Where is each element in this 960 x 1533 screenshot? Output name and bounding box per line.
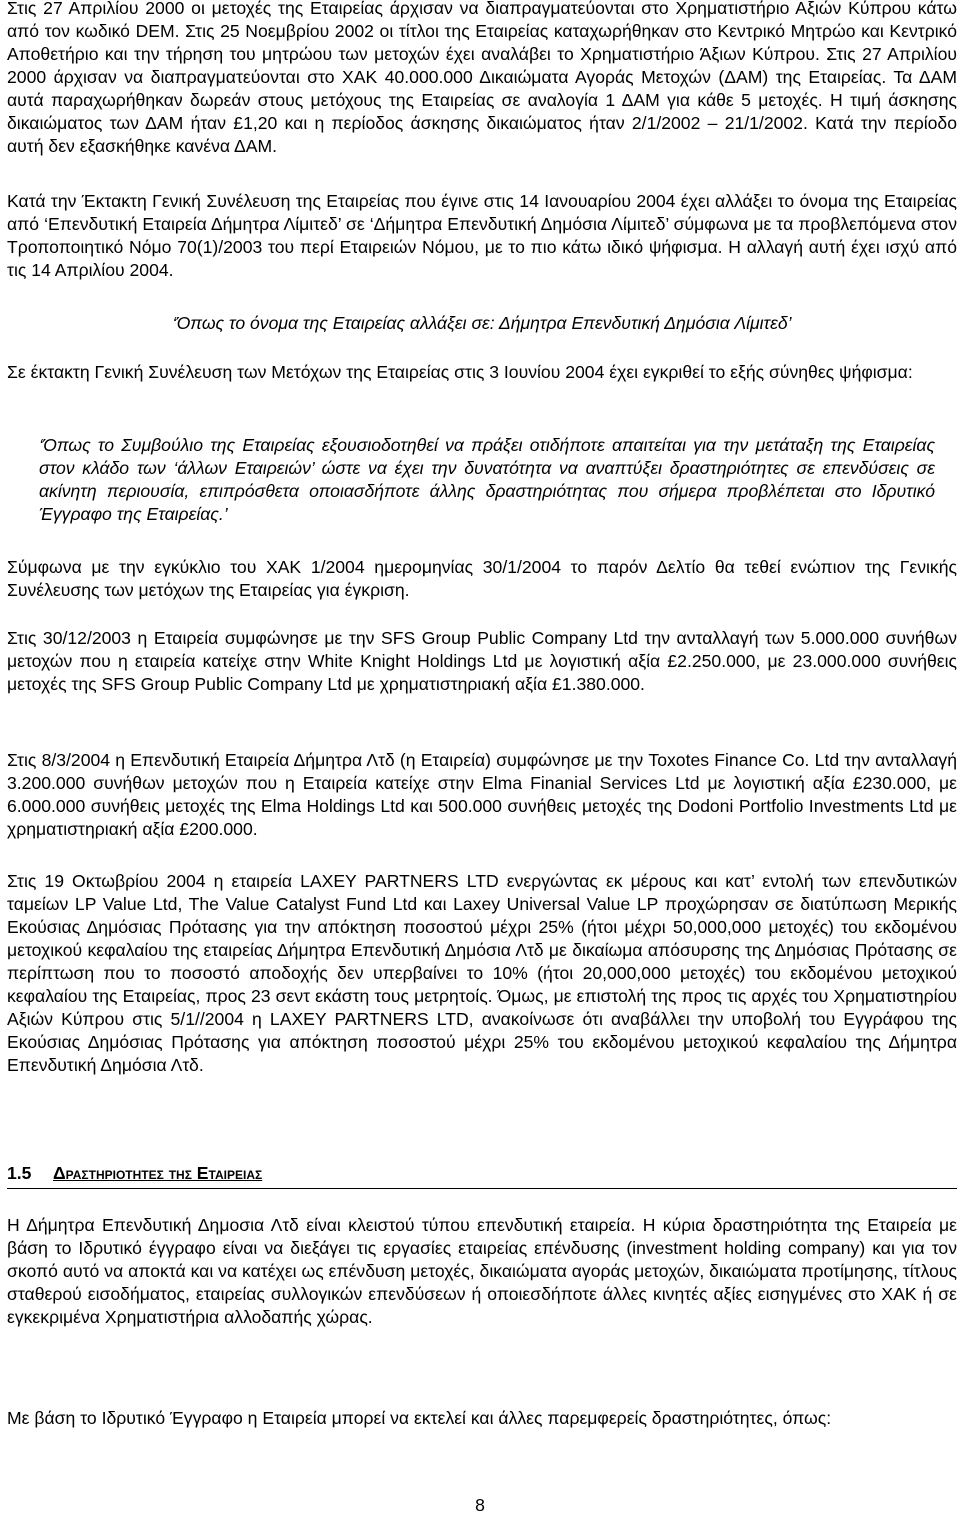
paragraph-circular: Σύμφωνα με την εγκύκλιο του ΧΑΚ 1/2004 ημερομηνίας 30/1/2004 το παρόν Δελτίο θα τεθεί ενώπιον της Γενικής Συνέλευσης των μετόχων της Εταιρείας για έγκριση. [7,557,957,600]
section-title: Δραστηριοτητες της Εταιρειας [53,1163,263,1183]
paragraph-toxotes-exchange: Στις 8/3/2004 η Επενδυτική Εταιρεία Δήμητρα Λτδ (η Εταιρεία) συμφώνησε με την Toxotes Finance Co. Ltd την ανταλλαγή 3.200.000 συνήθων μετοχών που η Εταιρεία κατείχε στην Elma Finanial Services Ltd με λογιστική αξία £230.000, με 6.000.000 συνήθεις μετοχές της Elma Holdings Ltd και 500.000 συνήθεις μετοχές της Dodoni Portfolio Investments Ltd με χρηματιστηριακή αξία £200.000. [7,750,957,839]
paragraph-activities: Η Δήμητρα Επενδυτική Δημοσια Λτδ είναι κλειστού τύπου επενδυτική εταιρεία. Η κύρια δραστηριότητα της Εταιρεία με βάση το Ιδρυτικό έγγραφο είναι να διεξάγει τις εργασίες εταιρείας επένδυσης (investment holding company) και για τον σκοπό αυτό να αποκτά και να κατέχει ως επένδυση μετοχές, δικαιώματα αγοράς μετοχών, δικαιώματα προτίμησης, τίτλους σταθερού εισοδήματος, εταιρείας συλλογικών επενδύσεων ή οποιεσδήποτε άλλες κινητές αξίες εισηγμένες στο ΧΑΚ ή σε εγκεκριμένα Χρηματιστήρια αλλοδαπής χώρας. [7,1215,957,1327]
paragraph-sfs-exchange: Στις 30/12/2003 η Εταιρεία συμφώνησε με την SFS Group Public Company Ltd την ανταλλαγή των 5.000.000 συνήθων μετοχών που η εταιρεία κατείχε στην White Knight Holdings Ltd με λογιστική αξία £2.250.000, με 23.000.000 συνήθεις μετοχές της SFS Group Public Company Ltd με χρηματιστηριακή αξία £1.380.000. [7,628,957,694]
paragraph-listing: Στις 27 Απριλίου 2000 οι μετοχές της Εταιρείας άρχισαν να διαπραγματεύονται στο Χρηματιστήριο Αξιών Κύπρου κάτω από τον κωδικό DEM. Στις 25 Νοεμβρίου 2002 οι τίτλοι της Εταιρείας καταχωρήθηκαν στο Κεντρικό Μητρώο και Κεντρικό Αποθετήριο και την τήρηση του μητρώου των μετοχών έχει αναλάβει το Χρηματιστήριο Άξιων Κύπρου. Στις 27 Απριλίου 2000 άρχισαν να διαπραγματεύονται στο ΧΑΚ 40.000.000 Δικαιώματα Αγοράς Μετοχών (ΔΑΜ) της Εταιρείας. Τα ΔΑΜ αυτά παραχωρήθηκαν δωρεάν στους μετόχους της Εταιρείας σε αναλογία 1 ΔΑΜ για κάθε 5 μετοχές. Η τιμή άσκησης δικαιώματος των ΔΑΜ ήταν £1,20 και η περίοδος άσκησης δικαιώματος ήταν 2/1/2002 – 21/1/2002. Κατά την περίοδο αυτή δεν εξασκήθηκε κανένα ΔΑΜ. [7,0,957,156]
resolution-name-change: ‘Όπως το όνομα της Εταιρείας αλλάξει σε: Δήμητρα Επενδυτική Δημόσια Λίμιτεδ’ [172,313,792,333]
section-divider [7,1188,957,1189]
page-number: 8 [475,1495,485,1515]
section-heading [7,1162,957,1189]
paragraph-laxey-offer: Στις 19 Οκτωβρίου 2004 η εταιρεία LAXEY PARTNERS LTD ενεργώντας εκ μέρους και κατ’ εντολή των επενδυτικών ταμείων LP Value Ltd, The Value Catalyst Fund Ltd και Laxey Universal Value LP προχώρησαν σε διατύπωση Μερικής Εκούσιας Δημόσιας Πρότασης για την απόκτηση ποσοστού μέχρι 25% (ήτοι μέχρι 50,000,000 μετοχές) του εκδομένου μετοχικού κεφαλαίου της εταιρείας Δήμητρα Επενδυτική Δημόσια Λτδ με δικαίωμα απόσυρσης της Δημόσιας Πρότασης σε περίπτωση που το ποσοστό αποδοχής δεν υπερβαίνει το 10% (ήτοι 20,000,000 μετοχές) του εκδομένου μετοχικού κεφαλαίου της Εταιρείας, προς 23 σεντ εκάστη τους μετρητοίς. Όμως, με επιστολή της προς τις αρχές του Χρηματιστηρίου Αξιών Κύπρου στις 5/1//2004 η LAXEY PARTNERS LTD, ανακοίνωσε ότι αναβάλλει την υποβολή του Εγγράφου της Εκούσιας Δημόσιας Πρότασης για απόκτηση ποσοστού μέχρι 25% του εκδομένου μετοχικού κεφαλαίου της Δήμητρα Επενδυτική Δημόσια Λτδ. [7,871,957,1075]
paragraph-name-change: Κατά την Έκτακτη Γενική Συνέλευση της Εταιρείας που έγινε στις 14 Ιανουαρίου 2004 έχει αλλάξει το όνομα της Εταιρείας από ‘Επενδυτική Εταιρεία Δήμητρα Λίμιτεδ’ σε ‘Δήμητρα Επενδυτική Δημόσια Λίμιτεδ’ σύμφωνα με τα προβλεπόμενα στον Τροποποιητικό Νόμο 70(1)/2003 του περί Εταιρειών Νόμου, με το πιο κάτω ιδικό ψήφισμα. Η αλλαγή αυτή έχει ισχύ από τις 14 Απριλίου 2004. [7,191,957,280]
paragraph-other-activities: Με βάση το Ιδρυτικό Έγγραφο η Εταιρεία μπορεί να εκτελεί και άλλες παρεμφερείς δραστηριότητες, όπως: [7,1408,832,1428]
section-number: 1.5 [7,1163,32,1183]
paragraph-egm: Σε έκτακτη Γενική Συνέλευση των Μετόχων της Εταιρείας στις 3 Ιουνίου 2004 έχει εγκριθεί το εξής σύνηθες ψήφισμα: [7,362,913,382]
resolution-reclassification: ‘Όπως το Συμβούλιο της Εταιρείας εξουσιοδοτηθεί να πράξει οτιδήποτε απαιτείται για την μετάταξη της Εταιρείας στον κλάδο των ‘άλλων Εταιρειών’ ώστε να έχει την δυνατότητα να αναπτύξει δραστηριότητες σε επενδύσεις σε ακίνητη περιουσία, επιπρόσθετα οποιασδήποτε άλλης δραστηριότητας που σήμερα προβλέπεται στο Ιδρυτικό Έγγραφο της Εταιρείας.’ [39,435,935,524]
